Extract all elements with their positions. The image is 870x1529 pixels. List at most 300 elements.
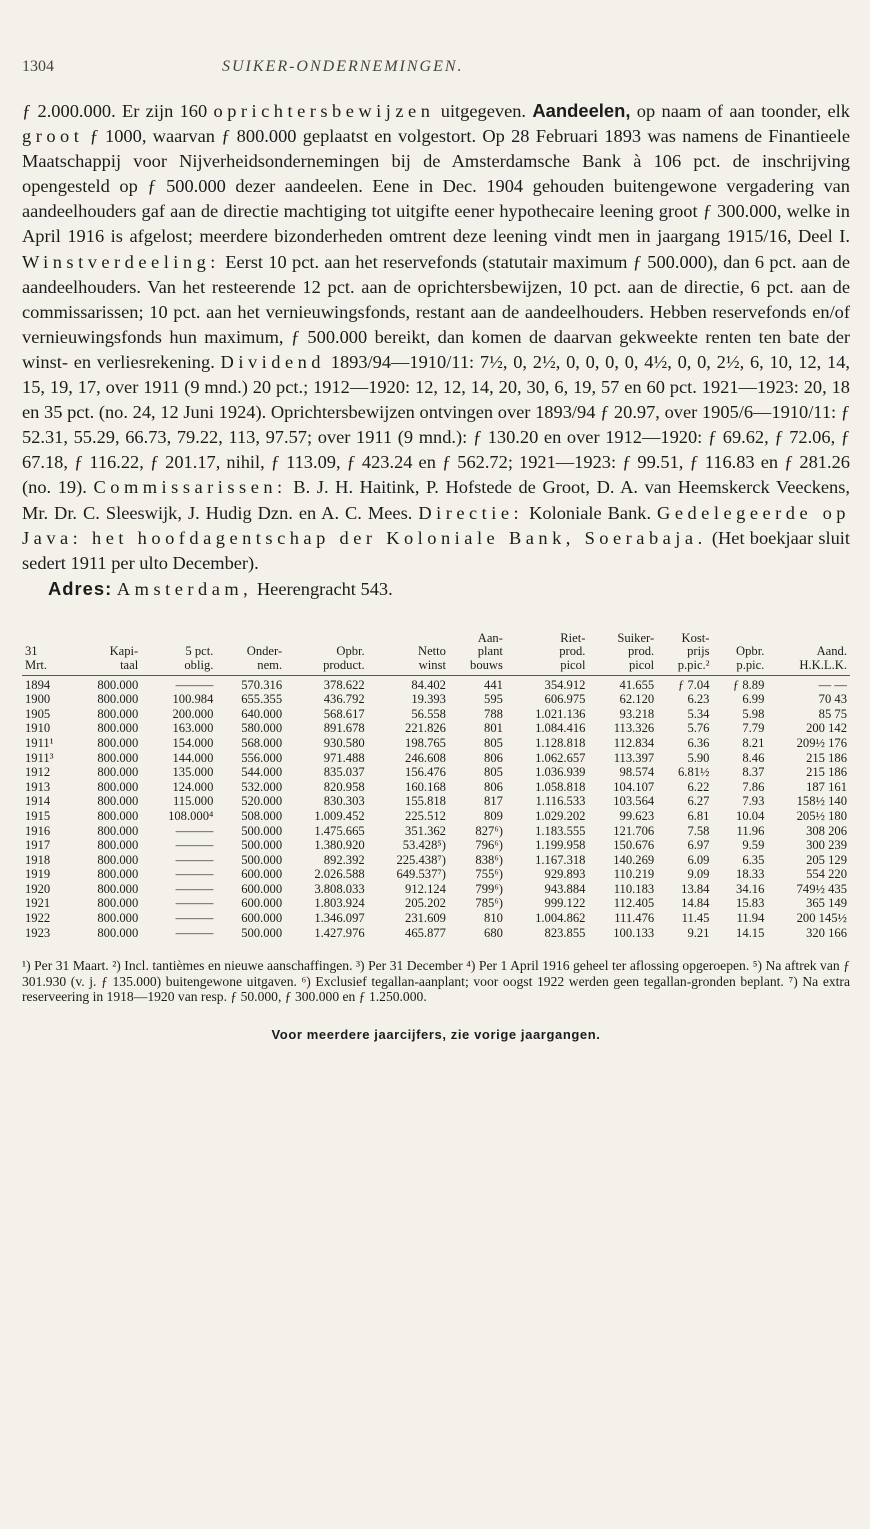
spaced-term: groot bbox=[22, 126, 84, 147]
table-cell: 800.000 bbox=[97, 925, 139, 940]
table-cell: 158½ 140 bbox=[796, 794, 847, 809]
table-cell: 144.000 bbox=[172, 750, 214, 765]
table-cell: 225.512 bbox=[405, 808, 446, 823]
table-cell: 11.45 bbox=[681, 911, 710, 926]
table-cell: 1917 bbox=[25, 838, 51, 853]
table-cell: 225.438⁷) bbox=[396, 852, 446, 867]
column-header bbox=[22, 632, 73, 646]
table-cell: 805 bbox=[484, 735, 503, 750]
table-cell: 9.21 bbox=[687, 925, 710, 940]
company-description bbox=[22, 98, 850, 576]
text-run: op naam of aan toonder, elk bbox=[630, 101, 850, 121]
table-row bbox=[22, 926, 850, 941]
table-cell: 1894 bbox=[25, 677, 51, 692]
footnote: ¹) Per 31 Maart. ²) Incl. tantièmes en nieuwe aanschaffingen. ³) Per 31 December ⁴) Per 1 April 1916 geheel ter aflossing opgeroepen. ⁵) Na aftrek van ƒ 301.930 (v. j. ƒ 135.000) buitengewone uitgaven. ⁶) Exclusief tegallan-aanplant; voor oogst 1922 werden geen tegallan-gronden beplant. ⁷) Na extra reserveering in 1918—1920 van resp. ƒ 50.000, ƒ 300.000 en ƒ 1.250.000. bbox=[22, 958, 850, 1005]
table-cell: 112.834 bbox=[613, 735, 655, 750]
table-cell: 554 220 bbox=[806, 867, 847, 882]
running-header bbox=[22, 58, 850, 98]
column-header: Mrt. bbox=[22, 659, 73, 675]
table-row bbox=[22, 692, 850, 707]
table-cell: 198.765 bbox=[405, 735, 446, 750]
address-line bbox=[48, 576, 850, 602]
table-cell: 820.958 bbox=[323, 779, 365, 794]
spaced-term: oprichtersbewijzen bbox=[213, 101, 435, 121]
table-cell: 221.826 bbox=[405, 721, 446, 736]
table-cell: 809 bbox=[484, 808, 503, 823]
table-cell: 891.678 bbox=[323, 721, 365, 736]
column-header: picol bbox=[588, 659, 657, 675]
table-cell: 600.000 bbox=[241, 896, 283, 911]
spaced-term: Commissarissen: bbox=[93, 477, 287, 498]
table-cell: 205.202 bbox=[405, 896, 446, 911]
table-cell: 41.655 bbox=[619, 677, 655, 692]
table-cell: 18.33 bbox=[736, 867, 765, 882]
table-cell: 5.90 bbox=[687, 750, 710, 765]
table-body bbox=[22, 675, 850, 940]
table-cell: 110.183 bbox=[613, 881, 655, 896]
table-cell: 999.122 bbox=[544, 896, 586, 911]
table-cell: 680 bbox=[484, 925, 503, 940]
table-cell: 500.000 bbox=[241, 823, 283, 838]
table-cell: 1905 bbox=[25, 706, 51, 721]
table-cell: 785⁶) bbox=[475, 896, 503, 911]
table-cell: 800.000 bbox=[97, 721, 139, 736]
table-cell: 154.000 bbox=[172, 735, 214, 750]
table-cell: 465.877 bbox=[405, 925, 446, 940]
table-cell: 800.000 bbox=[97, 838, 139, 853]
table-header-row bbox=[22, 659, 850, 675]
table-cell: 5.76 bbox=[687, 721, 710, 736]
text-run: uitgegeven. bbox=[434, 101, 533, 121]
table-header-row bbox=[22, 632, 850, 646]
table-cell: 160.168 bbox=[405, 779, 446, 794]
text-run: B. J. H. Haitink, P. Hofstede de Groot, D. A. van Heemskerck Veeckens, Mr. Dr. C. Sleeswijk, J. Hudig Dzn. en A. C. Mees. bbox=[22, 477, 850, 523]
table-cell: 1900 bbox=[25, 692, 51, 707]
column-header: oblig. bbox=[141, 659, 216, 675]
table-cell: 570.316 bbox=[241, 677, 283, 692]
table-cell: 215 186 bbox=[806, 750, 847, 765]
table-cell: 892.392 bbox=[323, 852, 365, 867]
column-header: bouws bbox=[449, 659, 506, 675]
table-cell: 1911¹ bbox=[25, 735, 54, 750]
table-cell: 532.000 bbox=[241, 779, 283, 794]
table-cell: 556.000 bbox=[241, 750, 283, 765]
table-cell: 1919 bbox=[25, 867, 51, 882]
table-cell: 3.808.033 bbox=[314, 881, 365, 896]
table-cell: 1913 bbox=[25, 779, 51, 794]
table-cell: 104.107 bbox=[613, 779, 655, 794]
column-header bbox=[141, 632, 216, 646]
table-cell: 800.000 bbox=[97, 881, 139, 896]
table-cell: 1.475.665 bbox=[314, 823, 365, 838]
table-cell: 6.97 bbox=[687, 838, 710, 853]
table-cell: 1.036.939 bbox=[535, 765, 586, 780]
table-cell: 6.35 bbox=[742, 852, 765, 867]
table-cell: 354.912 bbox=[544, 677, 586, 692]
table-cell: ——— bbox=[175, 881, 214, 896]
table-cell: ——— bbox=[175, 896, 214, 911]
table-cell: 320 166 bbox=[806, 925, 847, 940]
table-cell: 8.37 bbox=[742, 765, 765, 780]
table-cell: ——— bbox=[175, 911, 214, 926]
table-cell: 150.676 bbox=[613, 838, 655, 853]
table-cell: 7.58 bbox=[687, 823, 710, 838]
table-cell: 85 75 bbox=[818, 706, 847, 721]
column-header: Riet- bbox=[560, 630, 586, 645]
table-cell: 7.93 bbox=[742, 794, 765, 809]
table-cell: 6.81½ bbox=[678, 765, 710, 780]
column-header: H.K.L.K. bbox=[767, 659, 850, 675]
spaced-term: Winstverdeeling: bbox=[22, 251, 220, 272]
table-cell: 1.167.318 bbox=[535, 852, 586, 867]
table-cell: 1915 bbox=[25, 808, 51, 823]
table-cell: 655.355 bbox=[241, 692, 283, 707]
text-run: Koloniale Bank. bbox=[523, 502, 658, 523]
column-header: Kapi- bbox=[109, 644, 139, 659]
text-run: ƒ 1000, waarvan ƒ 800.000 geplaatst en volgestort. Op 28 Februari 1893 was namens de Finantieele Maatschappij voor Nijverheidsondernemingen bij de Amsterdamsche Bank à 106 pct. de inschrijving opengesteld op ƒ 500.000 dezer aandeelen. Eene in Dec. 1904 gehouden buitengewone vergadering van aandeelhouders gaf aan de directie machtiging tot uitgifte eener hypothecaire leening groot ƒ 300.000, welke in April 1916 is afgelost; meerdere bizonderheden omtrent deze leening vindt men in jaargang 1915/16, Deel I. bbox=[22, 126, 850, 247]
address-label: Adres: bbox=[48, 577, 113, 599]
table-cell: 6.27 bbox=[687, 794, 710, 809]
table-cell: 929.893 bbox=[544, 867, 586, 882]
column-header: Aand. bbox=[816, 644, 847, 659]
column-header bbox=[368, 632, 449, 646]
table-cell: 580.000 bbox=[241, 721, 283, 736]
column-header bbox=[712, 632, 767, 646]
table-cell: 1.058.818 bbox=[535, 779, 586, 794]
table-row bbox=[22, 794, 850, 809]
table-cell: 800.000 bbox=[97, 735, 139, 750]
table-row bbox=[22, 896, 850, 911]
footnotes bbox=[22, 958, 850, 1005]
table-cell: 800.000 bbox=[97, 750, 139, 765]
table-row bbox=[22, 675, 850, 692]
text-run: 1893/94—1910/11: 7½, 0, 2½, 0, 0, 0, 0, 4½, 0, 0, 2½, 6, 10, 12, 14, 15, 19, 17, over 1911 (9 mnd.) 20 pct.; 1912—1920: 12, 12, 14, 20, 30, 6, 19, 57 en 60 pct. 1921—1923: 20, 18 en 35 pct. (no. 24, 12 Juni 1924). Oprichtersbewijzen ontvingen over 1893/94 ƒ 20.97, over 1905/6—1910/11: ƒ 52.31, 55.29, 66.73, 79.22, 113, 97.57; over 1911 (9 mnd.): ƒ 130.20 en over 1912—1920: ƒ 69.62, ƒ 72.06, ƒ 67.18, ƒ 116.22, ƒ 201.17, nihil, ƒ 113.09, ƒ 423.24 en ƒ 562.72; 1921—1923: ƒ 99.51, ƒ 116.83 en ƒ 281.26 (no. 19). bbox=[22, 351, 850, 498]
spaced-term: Directie: bbox=[418, 502, 524, 523]
table-cell: 810 bbox=[484, 911, 503, 926]
table-cell: 108.000⁴ bbox=[168, 808, 214, 823]
table-cell: 15.83 bbox=[736, 896, 765, 911]
table-cell: 11.96 bbox=[736, 823, 765, 838]
table-cell: 800.000 bbox=[97, 677, 139, 692]
table-cell: 56.558 bbox=[411, 706, 446, 721]
table-row bbox=[22, 780, 850, 795]
column-header: Opbr. bbox=[736, 644, 765, 659]
table-cell: 749½ 435 bbox=[796, 881, 847, 896]
table-cell: 9.09 bbox=[687, 867, 710, 882]
table-cell: 205½ 180 bbox=[796, 808, 847, 823]
table-cell: 6.22 bbox=[687, 779, 710, 794]
table-cell: 1.199.958 bbox=[535, 838, 586, 853]
table-cell: 9.59 bbox=[742, 838, 765, 853]
column-header: prod. bbox=[627, 644, 655, 659]
column-header: prod. bbox=[559, 644, 586, 659]
table-cell: 300 239 bbox=[806, 838, 847, 853]
table-cell: 1.116.533 bbox=[535, 794, 586, 809]
spaced-term: Dividend bbox=[220, 351, 325, 372]
table-cell: 835.037 bbox=[323, 765, 365, 780]
table-cell: 121.706 bbox=[613, 823, 655, 838]
table-cell: 436.792 bbox=[323, 692, 365, 707]
table-cell: 62.120 bbox=[619, 692, 655, 707]
table-cell: ƒ 7.04 bbox=[678, 677, 710, 692]
column-header: Kost- bbox=[681, 630, 710, 645]
table-cell: 800.000 bbox=[97, 808, 139, 823]
table-cell: 187 161 bbox=[806, 779, 847, 794]
table-cell: 215 186 bbox=[806, 765, 847, 780]
table-cell: 595 bbox=[484, 692, 503, 707]
table-cell: 1.009.452 bbox=[314, 808, 365, 823]
table-cell: 155.818 bbox=[405, 794, 446, 809]
table-cell: 600.000 bbox=[241, 881, 283, 896]
table-cell: 838⁶) bbox=[475, 852, 503, 867]
table-cell: 365 149 bbox=[806, 896, 847, 911]
table-cell: 100.984 bbox=[172, 692, 214, 707]
table-cell: 830.303 bbox=[323, 794, 365, 809]
column-header bbox=[73, 632, 142, 646]
table-cell: 163.000 bbox=[172, 721, 214, 736]
table-cell: 1922 bbox=[25, 911, 51, 926]
table-cell: 53.428⁵) bbox=[402, 838, 446, 853]
annual-figures-table bbox=[22, 632, 850, 940]
table-cell: 800.000 bbox=[97, 896, 139, 911]
table-cell: 508.000 bbox=[241, 808, 283, 823]
table-cell: 7.79 bbox=[742, 721, 765, 736]
table-cell: 1911³ bbox=[25, 750, 54, 765]
table-cell: 600.000 bbox=[241, 867, 283, 882]
address-street: Heerengracht 543. bbox=[252, 578, 393, 599]
table-cell: 1910 bbox=[25, 721, 51, 736]
table-cell: 1.380.920 bbox=[314, 838, 365, 853]
table-cell: 930.580 bbox=[323, 735, 365, 750]
table-cell: 1.346.097 bbox=[314, 911, 365, 926]
table-cell: 103.564 bbox=[613, 794, 655, 809]
table-cell: 14.15 bbox=[736, 925, 765, 940]
table-cell: 1912 bbox=[25, 765, 51, 780]
table-head bbox=[22, 632, 850, 675]
table-cell: 806 bbox=[484, 750, 503, 765]
table-cell: 640.000 bbox=[241, 706, 283, 721]
column-header: Opbr. bbox=[336, 644, 365, 659]
table-cell: 568.000 bbox=[241, 735, 283, 750]
table-cell: 209½ 176 bbox=[796, 735, 847, 750]
table-cell: 13.84 bbox=[681, 881, 710, 896]
column-header: 5 pct. bbox=[185, 644, 214, 659]
table-cell: 912.124 bbox=[405, 881, 446, 896]
table-cell: 1918 bbox=[25, 852, 51, 867]
table-cell: 500.000 bbox=[241, 852, 283, 867]
table-cell: 823.855 bbox=[544, 925, 586, 940]
column-header: 31 bbox=[25, 644, 38, 659]
table-cell: 10.04 bbox=[736, 808, 765, 823]
table-cell: 1.021.136 bbox=[535, 706, 586, 721]
table-cell: 200 142 bbox=[806, 721, 847, 736]
table-cell: 755⁶) bbox=[475, 867, 503, 882]
table-cell: 1.128.818 bbox=[535, 735, 586, 750]
table-cell: 99.623 bbox=[619, 808, 655, 823]
table-cell: 500.000 bbox=[241, 838, 283, 853]
column-header: Netto bbox=[417, 644, 446, 659]
table-cell: 378.622 bbox=[323, 677, 365, 692]
table-cell: 246.608 bbox=[405, 750, 446, 765]
table-cell: 8.46 bbox=[742, 750, 765, 765]
column-header: taal bbox=[73, 659, 142, 675]
table-cell: 308 206 bbox=[806, 823, 847, 838]
table-cell: 800.000 bbox=[97, 692, 139, 707]
column-header: Suiker- bbox=[617, 630, 655, 645]
table-cell: 34.16 bbox=[736, 881, 765, 896]
table-cell: 1916 bbox=[25, 823, 51, 838]
page-number: 1304 bbox=[22, 58, 54, 75]
table-cell: 113.397 bbox=[613, 750, 655, 765]
table-cell: 6.36 bbox=[687, 735, 710, 750]
table-cell: 971.488 bbox=[323, 750, 365, 765]
table-cell: 788 bbox=[484, 706, 503, 721]
table-cell: 1914 bbox=[25, 794, 51, 809]
table-cell: 805 bbox=[484, 765, 503, 780]
table-cell: 124.000 bbox=[172, 779, 214, 794]
column-header: winst bbox=[368, 659, 449, 675]
table-cell: 70 43 bbox=[818, 692, 847, 707]
table-cell: 1.062.657 bbox=[535, 750, 586, 765]
table-cell: 19.393 bbox=[411, 692, 446, 707]
table-cell: 600.000 bbox=[241, 911, 283, 926]
table-cell: 796⁶) bbox=[475, 838, 503, 853]
table-row bbox=[22, 721, 850, 736]
table-cell: 1923 bbox=[25, 925, 51, 940]
table-cell: 606.975 bbox=[544, 692, 586, 707]
table-cell: 6.81 bbox=[687, 808, 710, 823]
column-header: prijs bbox=[687, 644, 710, 659]
table-cell: 110.219 bbox=[613, 867, 655, 882]
table-cell: 800.000 bbox=[97, 765, 139, 780]
table-cell: 1.803.924 bbox=[314, 896, 365, 911]
table-cell: 800.000 bbox=[97, 779, 139, 794]
column-header bbox=[216, 632, 285, 646]
table-cell: 800.000 bbox=[97, 794, 139, 809]
table-cell: 806 bbox=[484, 779, 503, 794]
table-cell: 568.617 bbox=[323, 706, 365, 721]
column-header: p.pic. bbox=[712, 659, 767, 675]
column-header: p.pic.² bbox=[657, 659, 712, 675]
table-cell: 1.427.976 bbox=[314, 925, 365, 940]
table-cell: 817 bbox=[484, 794, 503, 809]
table-cell: 1.004.862 bbox=[535, 911, 586, 926]
table-row bbox=[22, 911, 850, 926]
table-row bbox=[22, 765, 850, 780]
table-cell: ——— bbox=[175, 823, 214, 838]
column-header bbox=[767, 632, 850, 646]
text-run: (Het boekjaar sluit sedert 1911 per ulto December). bbox=[22, 527, 851, 573]
column-header: nem. bbox=[216, 659, 285, 675]
table-cell: 200 145½ bbox=[796, 911, 847, 926]
table-cell: 2.026.588 bbox=[314, 867, 365, 882]
table-cell: 441 bbox=[484, 677, 503, 692]
column-header: plant bbox=[477, 644, 503, 659]
text-run: Eerst 10 pct. aan het reservefonds (statutair maximum ƒ 500.000), dan 6 pct. aan de aandeelhouders. Van het resteerende 12 pct. aan de oprichtersbewijzen, 10 pct. aan de directie, 6 pct. aan de commissarissen; 10 pct. aan het vernieuwingsfonds, restant aan de aandeelhouders. Hebben reservefonds en/of vernieuwingsfonds hun maximum, ƒ 500.000 bereikt, dan komen de daarvan gekweekte renten ten bate der winst- en verliesrekening. bbox=[22, 251, 850, 372]
column-header bbox=[285, 632, 368, 646]
text-run: ƒ 2.000.000. Er zijn 160 bbox=[22, 101, 214, 121]
table-cell: 1.084.416 bbox=[535, 721, 586, 736]
column-header: product. bbox=[285, 659, 368, 675]
table-cell: 1.183.555 bbox=[535, 823, 586, 838]
table-cell: 1921 bbox=[25, 896, 51, 911]
table-cell: 11.94 bbox=[736, 911, 765, 926]
table-cell: 500.000 bbox=[241, 925, 283, 940]
table-row bbox=[22, 751, 850, 766]
table-cell: 943.884 bbox=[544, 881, 586, 896]
table-cell: 6.99 bbox=[742, 692, 765, 707]
table-cell: 205 129 bbox=[806, 852, 847, 867]
table-cell: 827⁶) bbox=[475, 823, 503, 838]
table-cell: 800.000 bbox=[97, 823, 139, 838]
table-row bbox=[22, 853, 850, 868]
table-cell: 1920 bbox=[25, 881, 51, 896]
table-row bbox=[22, 736, 850, 751]
table-cell: 6.23 bbox=[687, 692, 710, 707]
table-cell: 800.000 bbox=[97, 852, 139, 867]
table-cell: 115.000 bbox=[172, 794, 214, 809]
document-page bbox=[22, 58, 850, 1042]
table-cell: 5.98 bbox=[742, 706, 765, 721]
table-cell: ——— bbox=[175, 925, 214, 940]
more-figures-note: Voor meerdere jaarcijfers, zie vorige jaargangen. bbox=[271, 1027, 601, 1043]
table-cell: 100.133 bbox=[613, 925, 655, 940]
table-row bbox=[22, 824, 850, 839]
table-cell: 544.000 bbox=[241, 765, 283, 780]
table-row bbox=[22, 867, 850, 882]
address-city: Amsterdam, bbox=[116, 578, 253, 599]
column-header: Onder- bbox=[246, 644, 283, 659]
table-row bbox=[22, 707, 850, 722]
table-cell: 7.86 bbox=[742, 779, 765, 794]
table-cell: ——— bbox=[175, 852, 214, 867]
table-cell: 8.21 bbox=[742, 735, 765, 750]
table-cell: 351.362 bbox=[405, 823, 446, 838]
running-title: SUIKER-ONDERNEMINGEN. bbox=[222, 58, 464, 75]
table-cell: 156.476 bbox=[405, 765, 446, 780]
table-cell: 520.000 bbox=[241, 794, 283, 809]
table-cell: 98.574 bbox=[619, 765, 655, 780]
table-cell: 84.402 bbox=[411, 677, 446, 692]
table-cell: ——— bbox=[175, 838, 214, 853]
table-row bbox=[22, 838, 850, 853]
table-cell: 801 bbox=[484, 721, 503, 736]
table-cell: ——— bbox=[175, 677, 214, 692]
table-row bbox=[22, 882, 850, 897]
table-cell: 113.326 bbox=[613, 721, 655, 736]
table-cell: 6.09 bbox=[687, 852, 710, 867]
table-cell: 800.000 bbox=[97, 706, 139, 721]
table-cell: ƒ 8.89 bbox=[732, 677, 765, 692]
table-cell: 14.84 bbox=[681, 896, 710, 911]
table-cell: ——— bbox=[175, 867, 214, 882]
table-cell: 5.34 bbox=[687, 706, 710, 721]
table-cell: 231.609 bbox=[405, 911, 446, 926]
table-cell: 800.000 bbox=[97, 911, 139, 926]
table-cell: 1.029.202 bbox=[535, 808, 586, 823]
table-cell: — — bbox=[818, 677, 847, 692]
table-cell: 135.000 bbox=[172, 765, 214, 780]
table-cell: 649.537⁷) bbox=[396, 867, 446, 882]
table-cell: 799⁶) bbox=[475, 881, 503, 896]
bold-term: Aandeelen, bbox=[532, 100, 631, 121]
table-cell: 800.000 bbox=[97, 867, 139, 882]
column-header: Aan- bbox=[477, 630, 503, 645]
spaced-term: Gedelegeerde op Java: het hoofdagentschap der Koloniale Bank, Soerabaja. bbox=[22, 502, 850, 548]
table-cell: 140.269 bbox=[613, 852, 655, 867]
table-row bbox=[22, 809, 850, 824]
table-cell: 93.218 bbox=[619, 706, 655, 721]
